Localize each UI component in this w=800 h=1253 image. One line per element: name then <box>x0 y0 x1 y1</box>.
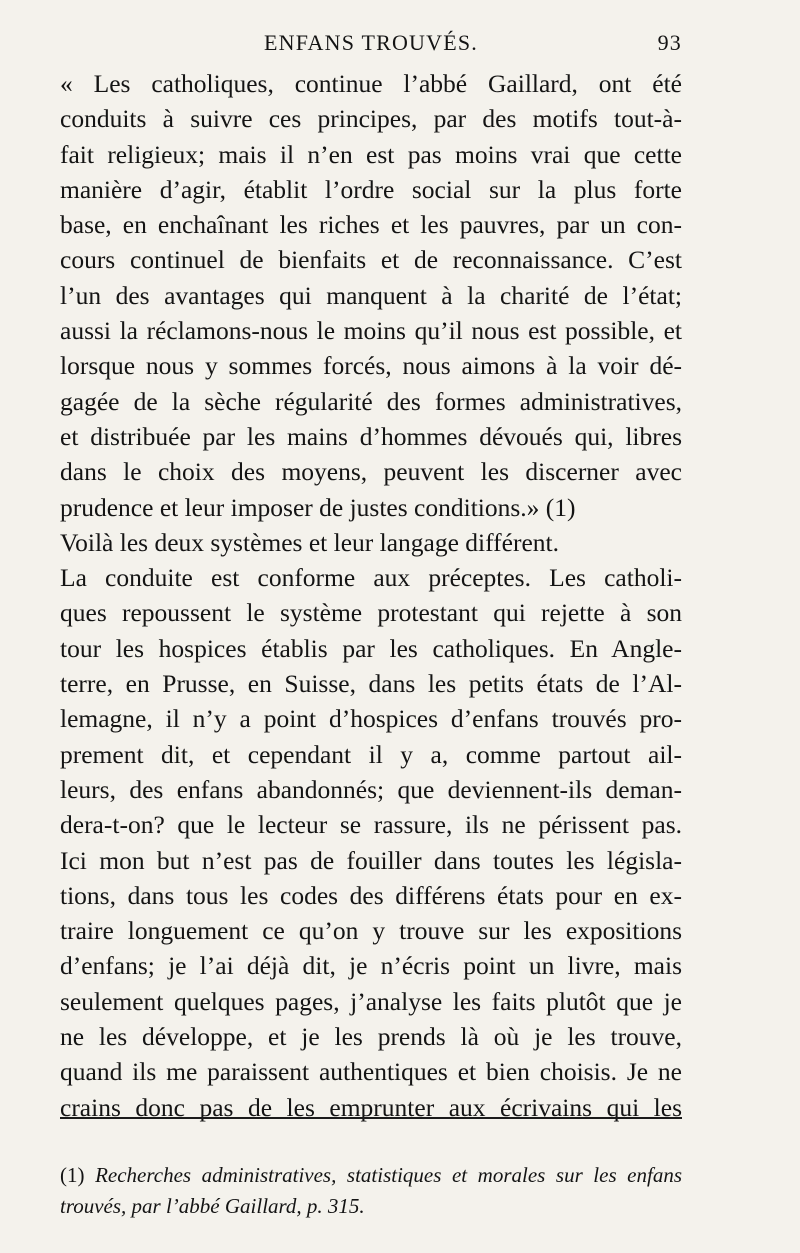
body-text <box>60 66 682 1125</box>
text-line: lorsque nous y sommes forcés, nous aimons à la voir dé- <box>60 351 682 381</box>
text-line: cours continuel de bienfaits et de reconnaissance. C’est <box>60 245 682 275</box>
text-line: dans le choix des moyens, peuvent les discerner avec <box>60 457 682 487</box>
text-line: traire longuement ce qu’on y trouve sur les expositions <box>60 916 682 946</box>
text-line: La conduite est conforme aux préceptes. Les catholi- <box>60 563 682 593</box>
text-line: quand ils me paraissent authentiques et bien choisis. Je ne <box>60 1057 682 1087</box>
text-line: d’enfans; je l’ai déjà dit, je n’écris point un livre, mais <box>60 951 682 981</box>
footnote-marker: (1) <box>60 1163 85 1187</box>
text-line: tour les hospices établis par les catholiques. En Angle- <box>60 633 682 663</box>
text-line: fait religieux; mais il n’en est pas moins vrai que cette <box>60 139 682 169</box>
text-line: gagée de la sèche régularité des formes administratives, <box>60 386 682 416</box>
footnote <box>60 1160 682 1222</box>
text-line: ques repoussent le système protestant qui rejette à son <box>60 598 682 628</box>
text-line: et distribuée par les mains d’hommes dévoués qui, libres <box>60 421 682 451</box>
text-line: leurs, des enfans abandonnés; que deviennent-ils deman- <box>60 774 682 804</box>
text-line: conduits à suivre ces principes, par des motifs tout-à- <box>60 104 682 134</box>
footnote-line: Recherches administratives, statistiques et morales sur les enfans <box>95 1163 683 1187</box>
text-line: ne les développe, et je les prends là où je les trouve, <box>60 1022 682 1052</box>
running-title: ENFANS TROUVÉS. <box>264 30 478 55</box>
text-line: tions, dans tous les codes des différens états pour en ex- <box>60 880 682 910</box>
page-number: 93 <box>657 30 682 55</box>
footnote-divider <box>60 1117 682 1119</box>
text-line: seulement quelques pages, j’analyse les faits plutôt que je <box>60 986 682 1016</box>
text-line: « Les catholiques, continue l’abbé Gaillard, ont été <box>60 69 682 98</box>
text-line: aussi la réclamons-nous le moins qu’il nous est possible, et <box>60 316 682 346</box>
text-line: terre, en Prusse, en Suisse, dans les petits états de l’Al- <box>60 669 682 699</box>
text-line: l’un des avantages qui manquent à la charité de l’état; <box>60 280 682 310</box>
text-line: prement dit, et cependant il y a, comme partout ail- <box>60 739 682 769</box>
text-line: Ici mon but n’est pas de fouiller dans toutes les législa- <box>60 845 682 875</box>
text-line: base, en enchaînant les riches et les pauvres, par un con- <box>60 210 682 240</box>
text-line: lemagne, il n’y a point d’hospices d’enfans trouvés pro- <box>60 704 682 734</box>
text-line: manière d’agir, établit l’ordre social sur la plus forte <box>60 174 682 204</box>
text-line: Voilà les deux systèmes et leur langage différent. <box>60 527 559 557</box>
footnote-line: trouvés, par l’abbé Gaillard, p. 315. <box>60 1194 365 1218</box>
page-header <box>60 30 682 64</box>
text-line: prudence et leur imposer de justes conditions.» (1) <box>60 492 576 522</box>
text-line: crains donc pas de les emprunter aux écrivains qui les <box>60 1092 682 1122</box>
text-line: dera-t-on? que le lecteur se rassure, ils ne périssent pas. <box>60 810 682 840</box>
